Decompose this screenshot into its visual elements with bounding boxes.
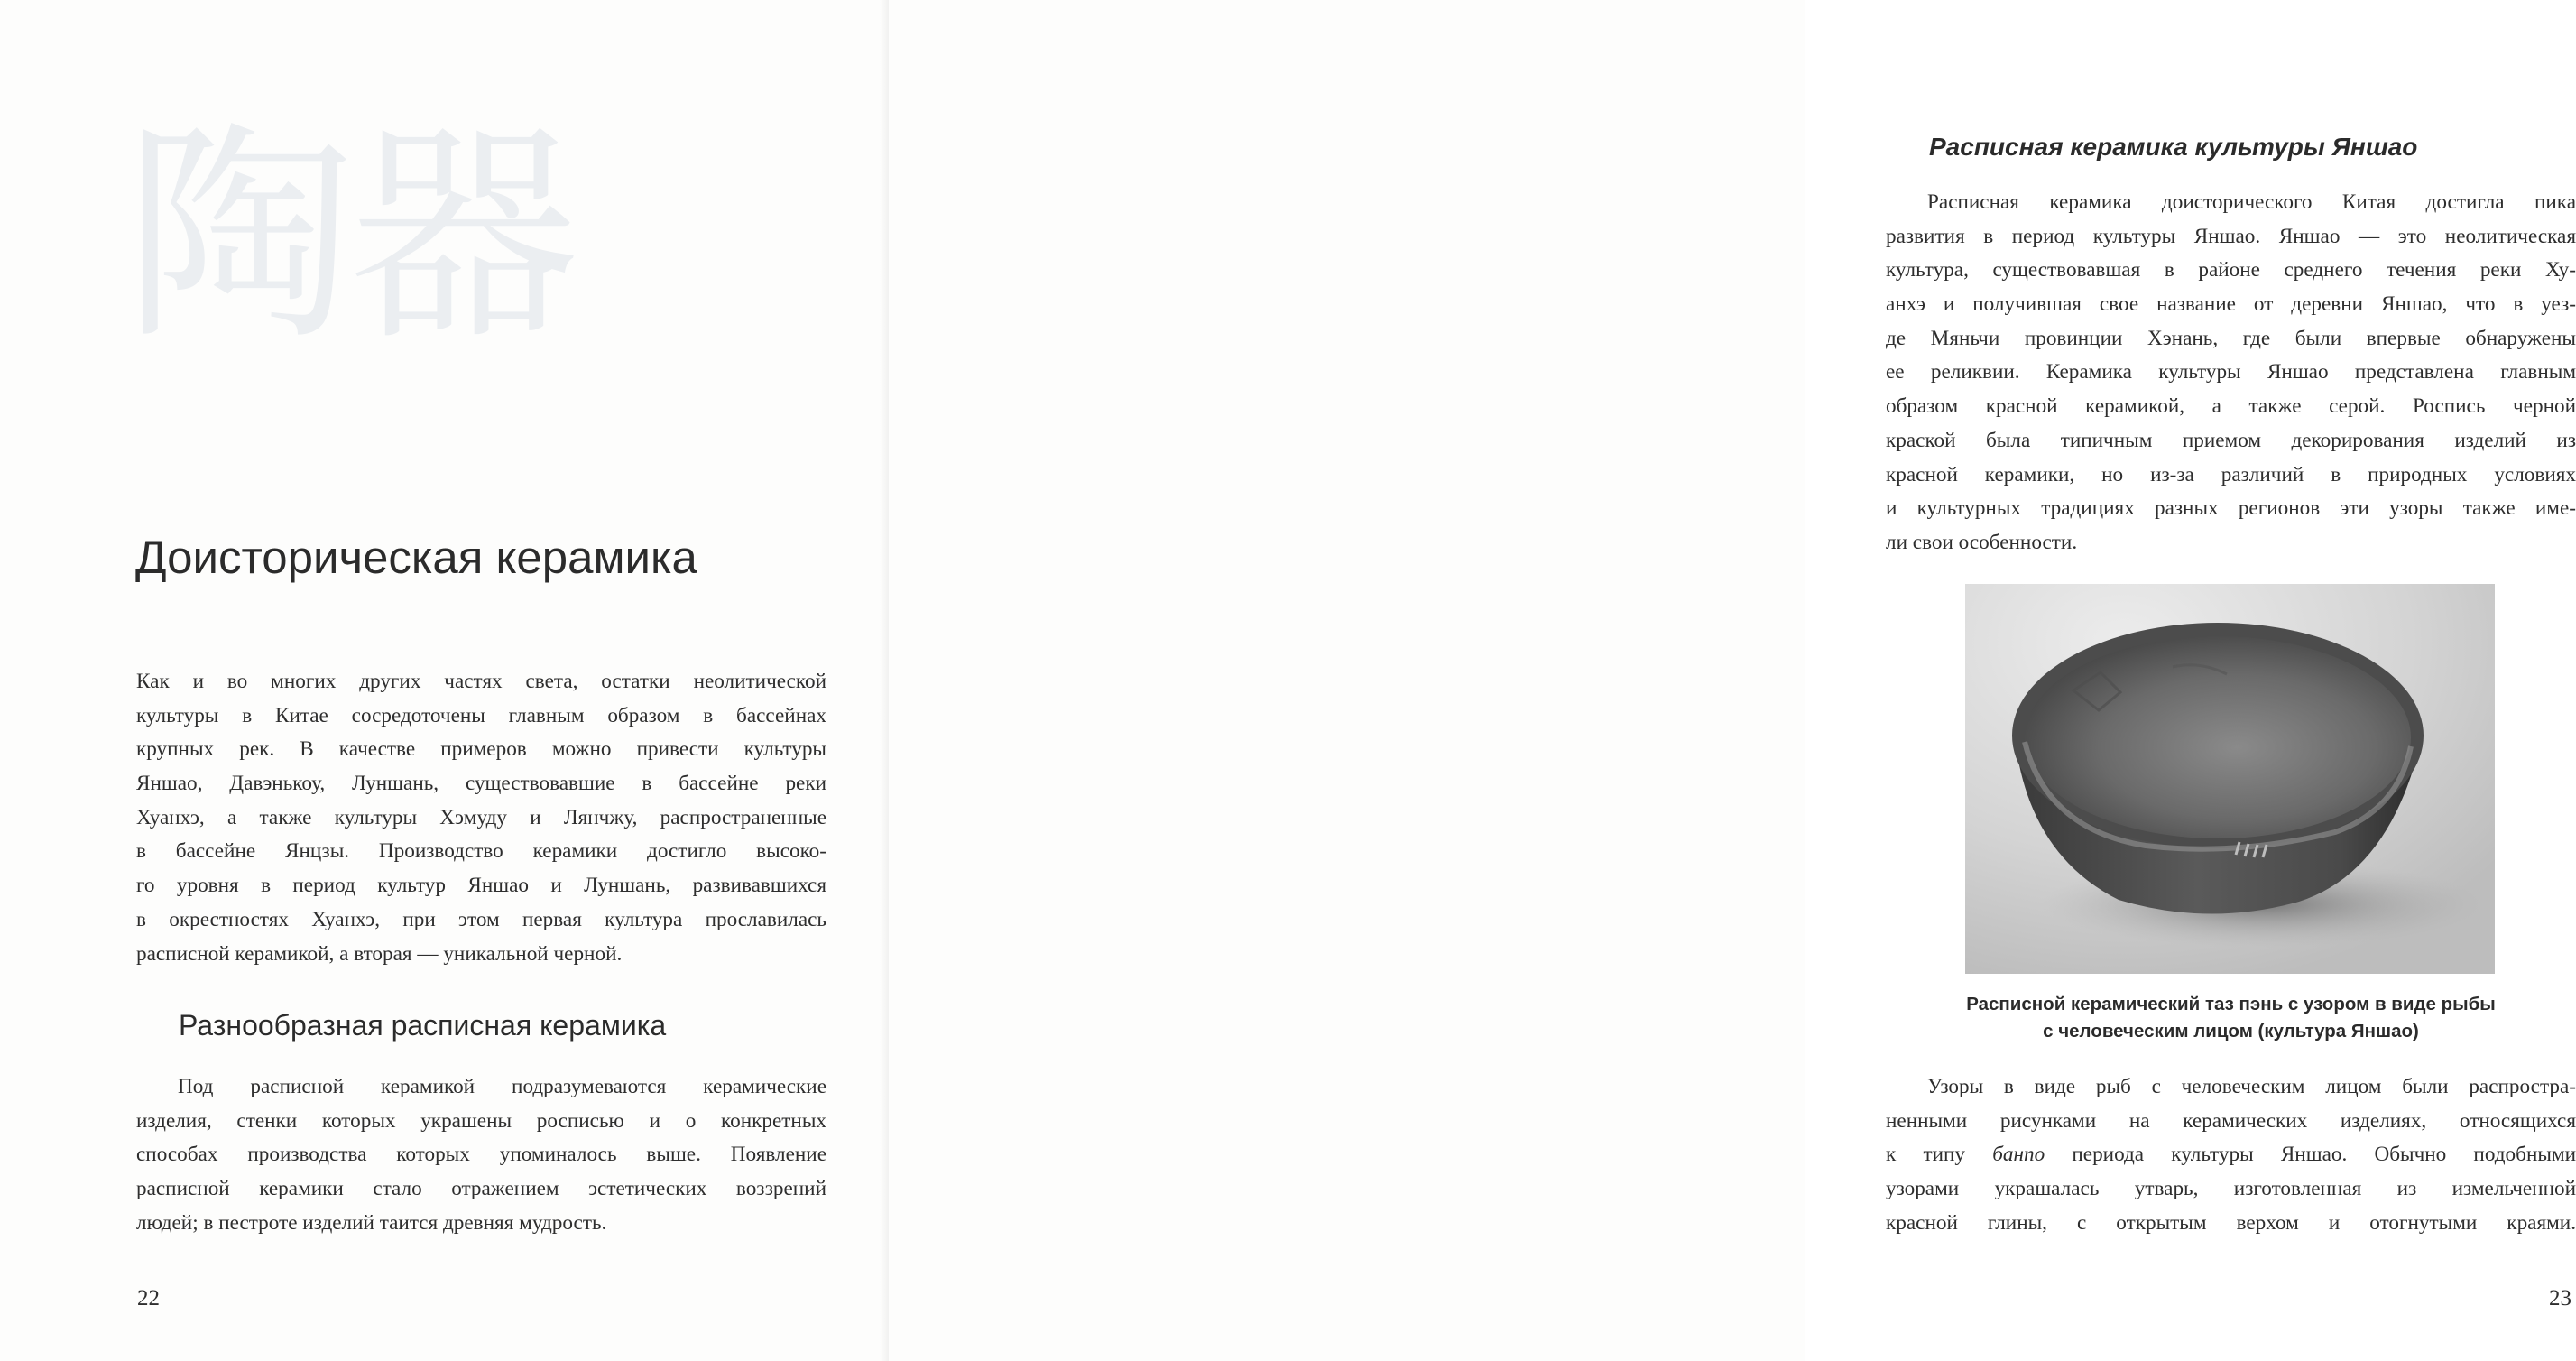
- text-line: и культурных традициях разных регионов эти узоры также име-: [1886, 496, 2576, 521]
- text-line: анхэ и получившая свое название от деревни Яншао, что в уез-: [1886, 292, 2576, 317]
- section-title: Доисторическая керамика: [135, 532, 697, 583]
- text-line: культура, существовавшая в районе среднего течения реки Ху-: [1886, 258, 2576, 282]
- text-line: го уровня в период культур Яншао и Луншань, развивавшихся: [136, 874, 826, 898]
- text-line: в бассейне Янцзы. Производство керамики достигло высоко-: [136, 839, 826, 864]
- subsection-title: Разнообразная расписная керамика: [179, 1009, 667, 1042]
- text-line: в окрестностях Хуанхэ, при этом первая культура прославилась: [136, 907, 826, 931]
- page-number-left: 22: [137, 1286, 160, 1310]
- figure-caption: [1908, 991, 2553, 1045]
- left-page: [0, 0, 889, 1361]
- caption-line: с человеческим лицом (культура Яншао): [2043, 1021, 2419, 1042]
- text-line: красной керамики, но из-за различий в природных условиях: [1886, 462, 2576, 486]
- text-line: крупных рек. В качестве примеров можно привести культуры: [136, 737, 826, 762]
- text-line: Расписная керамика доисторического Китая достигла пика: [1927, 190, 2576, 214]
- text-line: Узоры в виде рыб с человеческим лицом были распростра-: [1927, 1075, 2576, 1098]
- text-line: узорами украшалась утварь, изготовленная из измельченной: [1886, 1177, 2576, 1201]
- text-line: культуры в Китае сосредоточены главным образом в бассейнах: [136, 703, 826, 727]
- text-line: краской была типичным приемом декорирования изделий из: [1886, 428, 2576, 452]
- text-line: способах производства которых упоминалось выше. Появление: [136, 1143, 826, 1167]
- subsection-title: Расписная керамика культуры Яншао: [1929, 133, 2418, 161]
- fish-pattern-paragraph: [1886, 1070, 2576, 1240]
- painted-ceramics-paragraph: [136, 1070, 826, 1240]
- right-page: [889, 0, 2576, 1361]
- intro-paragraph: [136, 665, 826, 971]
- text-line: расписной керамикой, а вторая — уникальной черной.: [136, 941, 623, 966]
- text-fragment: к типу: [1886, 1143, 1966, 1167]
- bowl-photo: [1965, 584, 2495, 974]
- text-line: [1886, 1138, 2576, 1172]
- text-line: красной глины, с открытым верхом и отогнутыми краями.: [1886, 1210, 2576, 1235]
- text-line: людей; в пестроте изделий таится древняя мудрость.: [136, 1210, 607, 1235]
- text-line: Яншао, Давэнькоу, Луншань, существовавшие в бассейне реки: [136, 772, 826, 796]
- text-line: ненными рисунками на керамических изделиях, относящихся: [1886, 1108, 2576, 1133]
- text-line: расписной керамики стало отражением эстетических воззрений: [136, 1177, 826, 1201]
- text-line: де Мяньчи провинции Хэнань, где были впервые обнаружены: [1886, 326, 2576, 350]
- text-line: ли свои особенности.: [1886, 530, 2078, 554]
- text-line: изделия, стенки которых украшены росписью и о конкретных: [136, 1108, 826, 1133]
- text-line: Под расписной керамикой подразумеваются керамические: [178, 1075, 826, 1098]
- text-line: развития в период культуры Яншао. Яншао — это неолитическая: [1886, 224, 2576, 248]
- text-line: образом красной керамикой, а также серой. Роспись черной: [1886, 394, 2576, 419]
- italic-term: банпо: [1992, 1143, 2045, 1167]
- yangshao-paragraph: [1886, 186, 2576, 560]
- page-number-right: 23: [2549, 1286, 2571, 1310]
- text-line: Хуанхэ, а также культуры Хэмуду и Лянчжу, распространенные: [136, 805, 826, 829]
- text-fragment: периода культуры Яншао. Обычно подобными: [2072, 1143, 2576, 1167]
- chapter-glyph: 陶器: [125, 103, 575, 371]
- pen-basin-illustration: [1965, 584, 2495, 974]
- caption-line: Расписной керамический таз пэнь с узором в виде рыбы: [1966, 994, 2496, 1014]
- text-line: ее реликвии. Керамика культуры Яншао представлена главным: [1886, 360, 2576, 384]
- text-line: Как и во многих других частях света, остатки неолитической: [136, 670, 826, 693]
